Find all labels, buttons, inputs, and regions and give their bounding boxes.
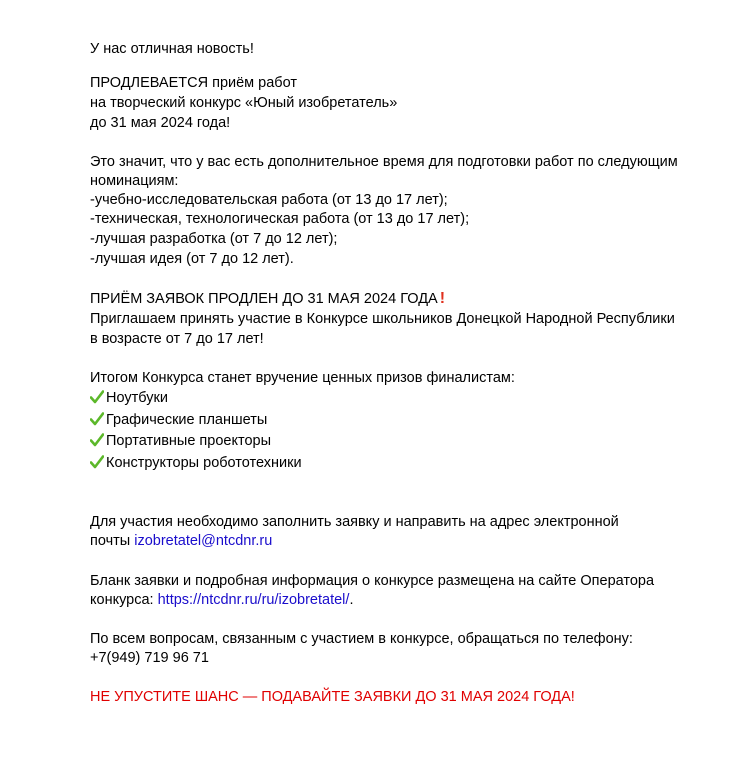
contact-line: По всем вопросам, связанным с участием в конкурсе, обращаться по телефону:	[90, 631, 633, 647]
invite-line-2: в возрасте от 7 до 17 лет!	[90, 331, 264, 347]
nominations-text-line-1: Это значит, что у вас есть дополнительное время для подготовки работ по следующим	[90, 154, 678, 170]
check-mark-icon	[90, 433, 104, 447]
form-info-prefix: конкурса:	[90, 592, 158, 608]
prize-item	[90, 454, 302, 472]
nomination-item: -техническая, технологическая работа (от 13 до 17 лет);	[90, 211, 470, 227]
check-mark-icon	[90, 390, 104, 404]
extension-line-3: до 31 мая 2024 года!	[90, 115, 231, 131]
prize-item	[90, 432, 271, 450]
prize-item	[90, 411, 267, 429]
prize-item-label: Конструкторы робототехники	[106, 455, 302, 471]
form-info-suffix: .	[349, 592, 354, 608]
form-info-line-1: Бланк заявки и подробная информация о конкурсе размещена на сайте Оператора	[90, 573, 655, 589]
form-info-line-2	[90, 591, 353, 609]
prize-item-label: Портативные проекторы	[106, 433, 272, 449]
application-line-2	[90, 532, 272, 550]
extension-line-1: ПРОДЛЕВАЕТСЯ приём работ	[90, 75, 298, 91]
application-prefix: почты	[90, 533, 135, 549]
prizes-intro: Итогом Конкурса станет вручение ценных призов финалистам:	[90, 370, 515, 386]
exclamation-icon: !	[439, 290, 446, 307]
deadline-heading	[90, 290, 445, 308]
operator-site-link[interactable]: https://ntcdnr.ru/ru/izobretatel/	[157, 592, 350, 608]
phone-number: +7(949) 719 96 71	[90, 650, 209, 666]
nominations-text-line-2: номинациям:	[90, 173, 179, 189]
check-mark-icon	[90, 455, 104, 469]
invite-line-1: Приглашаем принять участие в Конкурсе школьников Донецкой Народной Республики	[90, 311, 675, 327]
nomination-item: -лучшая разработка (от 7 до 12 лет);	[90, 231, 338, 247]
application-line-1: Для участия необходимо заполнить заявку и направить на адрес электронной	[90, 514, 619, 530]
prize-item	[90, 389, 168, 407]
extension-line-2: на творческий конкурс «Юный изобретатель»	[90, 95, 398, 111]
prize-item-label: Ноутбуки	[106, 390, 168, 406]
closing-call-to-action: НЕ УПУСТИТЕ ШАНС — ПОДАВАЙТЕ ЗАЯВКИ ДО 31 МАЯ 2024 ГОДА!	[90, 689, 575, 705]
nomination-item: -учебно-исследовательская работа (от 13 до 17 лет);	[90, 192, 448, 208]
nomination-item: -лучшая идея (от 7 до 12 лет).	[90, 251, 294, 267]
email-link[interactable]: izobretatel@ntcdnr.ru	[134, 533, 273, 549]
check-mark-icon	[90, 412, 104, 426]
deadline-heading-text: ПРИЁМ ЗАЯВОК ПРОДЛЕН ДО 31 МАЯ 2024 ГОДА	[90, 291, 438, 307]
intro-text: У нас отличная новость!	[90, 41, 254, 57]
prize-item-label: Графические планшеты	[106, 412, 268, 428]
